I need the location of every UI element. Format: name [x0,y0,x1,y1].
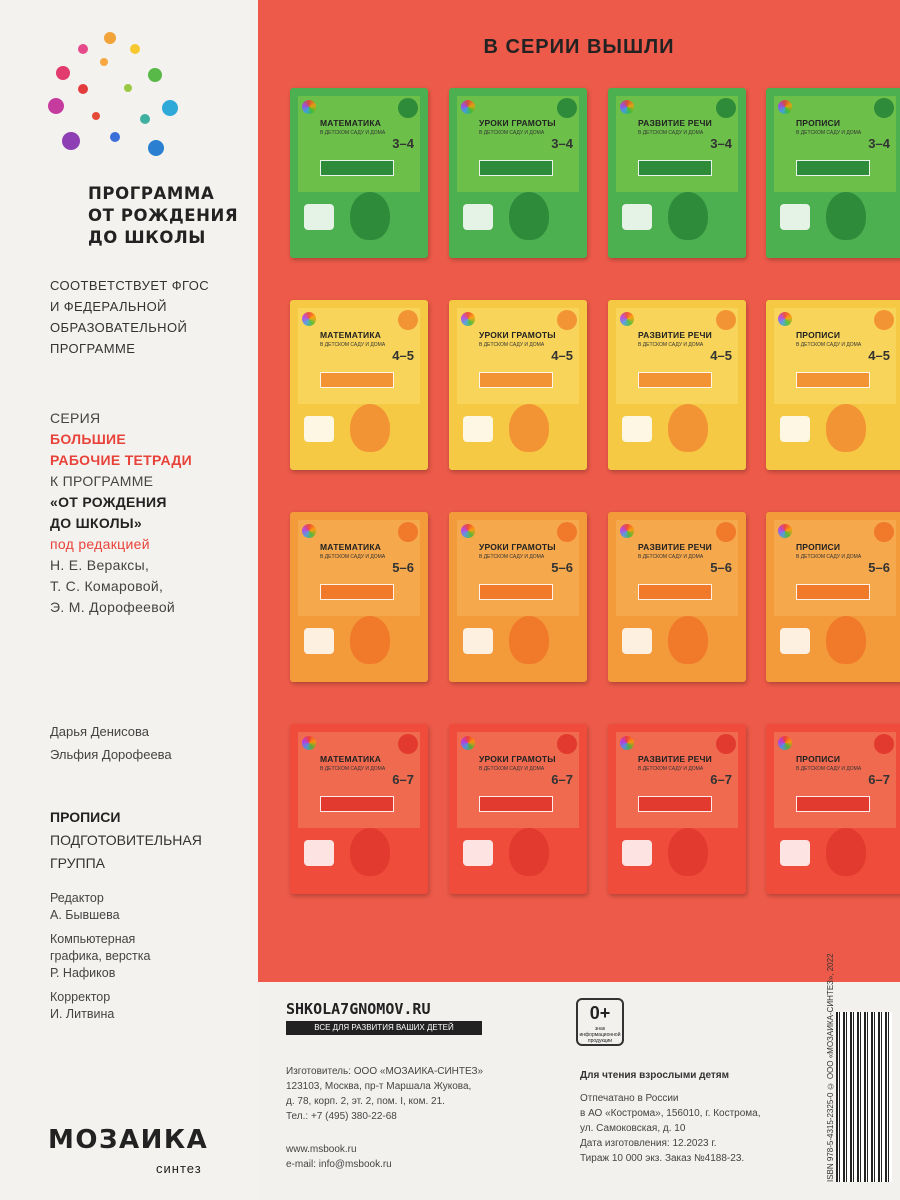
catalog-book-cover [290,300,428,470]
cover-illustration [463,416,493,442]
print-info: Для чтения взрослыми детям Отпечатано в России в АО «Кострома», 156010, г. Кострома, ул. Самоковская, д. 10 Дата изготовления: 12.2023 г. Тираж 10 000 экз. Заказ №4188-23. [580,1070,761,1164]
cover-title: МАТЕМАТИКА [320,330,382,340]
catalog-book-cover [449,300,587,470]
cover-illustration [463,840,493,866]
fgos-badge-icon [716,734,736,754]
cover-title: РАЗВИТИЕ РЕЧИ [638,118,712,128]
program-logo-dots [48,32,188,162]
program-logo-icon [778,100,792,114]
email-link[interactable]: e-mail: info@msbook.ru [286,1159,392,1170]
cover-age: 4–5 [868,348,890,363]
cover-label-bar [638,160,712,176]
gnome-character-icon [668,404,708,452]
fgos-badge-icon [557,734,577,754]
catalog-book-cover [608,724,746,894]
cover-subtitle: В ДЕТСКОМ САДУ И ДОМА [479,766,545,772]
cover-illustration [304,628,334,654]
publisher-logo: МОЗАИКА [48,1125,209,1155]
site-url[interactable]: SHKOLA7GNOMOV.RU [286,1000,431,1018]
cover-label-bar [320,796,394,812]
fgos-badge-icon [557,98,577,118]
cover-subtitle: В ДЕТСКОМ САДУ И ДОМА [320,342,386,348]
program-logo-icon [461,736,475,750]
cover-title: МАТЕМАТИКА [320,118,382,128]
program-logo-icon [461,312,475,326]
cover-illustration [780,416,810,442]
cover-subtitle: В ДЕТСКОМ САДУ И ДОМА [796,766,862,772]
cover-label-bar [320,584,394,600]
cover-age: 3–4 [392,136,414,151]
cover-label-bar [479,796,553,812]
cover-label-bar [320,372,394,388]
gnome-character-icon [509,404,549,452]
cover-title: УРОКИ ГРАМОТЫ [479,754,556,764]
contacts [286,1142,392,1172]
book-title: ПРОПИСИ ПОДГОТОВИТЕЛЬНАЯ ГРУППА [50,809,202,871]
left-column [0,0,258,1200]
cover-title: РАЗВИТИЕ РЕЧИ [638,754,712,764]
cover-label-bar [796,372,870,388]
credits: Редактор А. Бывшева Компьютерная графика, верстка Р. Нафиков Корректор И. Литвина [50,891,151,1021]
cover-age: 5–6 [392,560,414,575]
program-logo-icon [620,100,634,114]
cover-illustration [780,840,810,866]
cover-subtitle: В ДЕТСКОМ САДУ И ДОМА [479,342,545,348]
gnome-character-icon [350,616,390,664]
cover-subtitle: В ДЕТСКОМ САДУ И ДОМА [796,342,862,348]
cover-age: 5–6 [551,560,573,575]
program-logo-icon [620,736,634,750]
cover-label-bar [479,372,553,388]
cover-subtitle: В ДЕТСКОМ САДУ И ДОМА [638,342,704,348]
program-logo-icon [302,736,316,750]
cover-age: 6–7 [551,772,573,787]
cover-age: 4–5 [392,348,414,363]
cover-label-bar [320,160,394,176]
cover-title: МАТЕМАТИКА [320,542,382,552]
age-rating-badge: 0+ знак информационной продукции [576,998,624,1046]
cover-age: 4–5 [551,348,573,363]
cover-title: УРОКИ ГРАМОТЫ [479,330,556,340]
catalog-book-cover [608,512,746,682]
cover-subtitle: В ДЕТСКОМ САДУ И ДОМА [638,554,704,560]
cover-subtitle: В ДЕТСКОМ САДУ И ДОМА [320,130,386,136]
fgos-badge-icon [874,310,894,330]
cover-label-bar [796,584,870,600]
cover-age: 5–6 [710,560,732,575]
cover-age: 6–7 [392,772,414,787]
program-logo-icon [302,100,316,114]
fgos-badge-icon [716,310,736,330]
gnome-character-icon [668,616,708,664]
fgos-statement: СООТВЕТСТВУЕТ ФГОС И ФЕДЕРАЛЬНОЙ ОБРАЗОВАТЕЛЬНОЙ ПРОГРАММЕ [50,278,210,356]
catalog-book-cover [449,512,587,682]
barcode [836,1012,892,1182]
cover-illustration [622,204,652,230]
gnome-character-icon [509,192,549,240]
gnome-character-icon [826,828,866,876]
cover-subtitle: В ДЕТСКОМ САДУ И ДОМА [638,130,704,136]
catalog-book-cover [766,512,900,682]
cover-title: УРОКИ ГРАМОТЫ [479,118,556,128]
cover-title: ПРОПИСИ [796,118,841,128]
cover-illustration [304,416,334,442]
gnome-character-icon [826,192,866,240]
fgos-badge-icon [557,310,577,330]
gnome-character-icon [350,192,390,240]
cover-age: 3–4 [710,136,732,151]
cover-label-bar [796,160,870,176]
gnome-character-icon [826,404,866,452]
catalog-book-cover [449,724,587,894]
catalog-book-cover [449,88,587,258]
program-logo-icon [620,524,634,538]
catalog-book-cover [290,88,428,258]
fgos-badge-icon [398,98,418,118]
catalog-book-cover [766,724,900,894]
catalog-book-cover [608,88,746,258]
program-logo-icon [778,524,792,538]
cover-label-bar [638,372,712,388]
gnome-character-icon [668,192,708,240]
series-info: СЕРИЯ БОЛЬШИЕ РАБОЧИЕ ТЕТРАДИ К ПРОГРАММЕ «ОТ РОЖДЕНИЯ ДО ШКОЛЫ» под редакцией Н. Е. Вераксы, Т. С. Комаровой, Э. М. Дорофеевой [50,410,193,615]
cover-illustration [463,204,493,230]
cover-age: 3–4 [868,136,890,151]
cover-subtitle: В ДЕТСКОМ САДУ И ДОМА [796,554,862,560]
cover-label-bar [796,796,870,812]
fgos-badge-icon [557,522,577,542]
program-logo-icon [302,524,316,538]
cover-age: 4–5 [710,348,732,363]
program-logo-icon [620,312,634,326]
authors: Дарья Денисова Эльфия Дорофеева [50,724,172,762]
cover-subtitle: В ДЕТСКОМ САДУ И ДОМА [320,554,386,560]
fgos-badge-icon [874,522,894,542]
fgos-badge-icon [398,734,418,754]
cover-title: РАЗВИТИЕ РЕЧИ [638,542,712,552]
fgos-badge-icon [874,734,894,754]
cover-age: 6–7 [868,772,890,787]
gnome-character-icon [350,404,390,452]
site-tagline: ВСЕ ДЛЯ РАЗВИТИЯ ВАШИХ ДЕТЕЙ [286,1021,482,1035]
cover-subtitle: В ДЕТСКОМ САДУ И ДОМА [320,766,386,772]
fgos-badge-icon [874,98,894,118]
cover-illustration [622,628,652,654]
cover-title: МАТЕМАТИКА [320,754,382,764]
cover-subtitle: В ДЕТСКОМ САДУ И ДОМА [479,130,545,136]
fgos-badge-icon [716,522,736,542]
cover-label-bar [638,796,712,812]
program-title: ПРОГРАММА ОТ РОЖДЕНИЯ ДО ШКОЛЫ [88,184,239,247]
gnome-character-icon [509,828,549,876]
program-logo-icon [778,312,792,326]
gnome-character-icon [668,828,708,876]
cover-age: 6–7 [710,772,732,787]
cover-title: ПРОПИСИ [796,754,841,764]
cover-title: РАЗВИТИЕ РЕЧИ [638,330,712,340]
cover-label-bar [479,584,553,600]
gnome-character-icon [509,616,549,664]
catalog-book-cover [766,88,900,258]
publisher-logo-sub: синтез [156,1161,202,1176]
cover-label-bar [479,160,553,176]
catalog-book-cover [608,300,746,470]
cover-age: 3–4 [551,136,573,151]
cover-title: ПРОПИСИ [796,542,841,552]
cover-illustration [780,204,810,230]
cover-illustration [304,840,334,866]
cover-subtitle: В ДЕТСКОМ САДУ И ДОМА [796,130,862,136]
cover-illustration [622,840,652,866]
cover-subtitle: В ДЕТСКОМ САДУ И ДОМА [638,766,704,772]
isbn-text: ISBN 978-5-4315-2325-0 © ООО «МОЗАИКА-СИНТЕЗ», 2022 [826,953,835,1182]
program-logo-icon [302,312,316,326]
cover-title: ПРОПИСИ [796,330,841,340]
fgos-badge-icon [716,98,736,118]
cover-title: УРОКИ ГРАМОТЫ [479,542,556,552]
cover-illustration [780,628,810,654]
catalog-heading: В СЕРИИ ВЫШЛИ [483,36,675,58]
program-logo-icon [461,100,475,114]
cover-subtitle: В ДЕТСКОМ САДУ И ДОМА [479,554,545,560]
gnome-character-icon [826,616,866,664]
catalog-book-cover [290,724,428,894]
cover-label-bar [638,584,712,600]
cover-age: 5–6 [868,560,890,575]
program-logo-icon [778,736,792,750]
catalog-book-cover [766,300,900,470]
website-link[interactable]: www.msbook.ru [286,1144,357,1155]
gnome-character-icon [350,828,390,876]
cover-illustration [304,204,334,230]
catalog-book-cover [290,512,428,682]
program-logo-icon [461,524,475,538]
cover-illustration [622,416,652,442]
fgos-badge-icon [398,310,418,330]
manufacturer-info: Изготовитель: ООО «МОЗАИКА-СИНТЕЗ» 123103, Москва, пр-т Маршала Жукова, д. 78, корп. 2, эт. 2, пом. I, ком. 21. Тел.: +7 (495) 380-22-68 [286,1066,484,1122]
cover-illustration [463,628,493,654]
fgos-badge-icon [398,522,418,542]
